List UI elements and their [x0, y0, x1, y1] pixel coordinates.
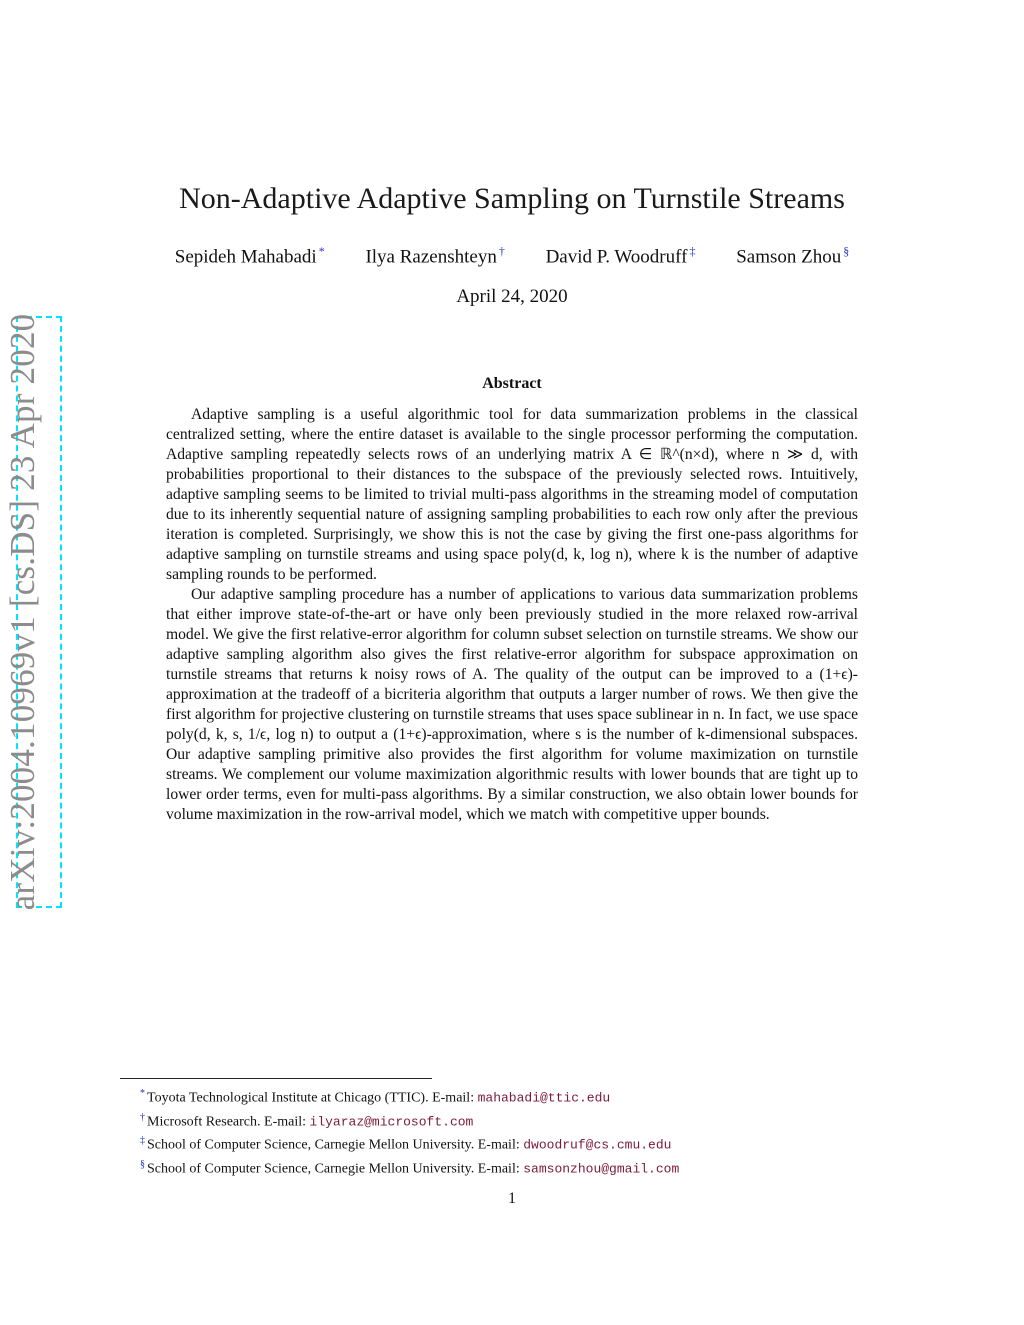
- author: [365, 244, 504, 268]
- footnote-text: Toyota Technological Institute at Chicago (TTIC). E-mail:: [147, 1090, 478, 1106]
- footnote-text: School of Computer Science, Carnegie Mellon University. E-mail:: [147, 1137, 524, 1153]
- author-name: Ilya Razenshteyn: [365, 246, 497, 268]
- author-name: David P. Woodruff: [545, 246, 688, 268]
- footnote-mark: ‡: [140, 1135, 145, 1147]
- footnote: [140, 1131, 900, 1155]
- footnote-mark: *: [140, 1088, 145, 1099]
- page-number: 1: [508, 1190, 516, 1207]
- footnote-text: School of Computer Science, Carnegie Mellon University. E-mail:: [147, 1161, 524, 1177]
- footnote-mark: †: [140, 1111, 145, 1123]
- abstract-body: [166, 405, 858, 825]
- paper-date: April 24, 2020: [456, 286, 568, 307]
- footnote: [140, 1155, 900, 1179]
- footnote: [140, 1084, 900, 1108]
- footnote-mark: §: [140, 1158, 145, 1170]
- footnote-mark[interactable]: §: [843, 244, 850, 258]
- author: [736, 244, 849, 268]
- abstract-heading: Abstract: [482, 375, 542, 392]
- arxiv-stamp-label: arXiv:2004.10969v1 [cs.DS] 23 Apr 2020: [3, 313, 42, 911]
- email-link[interactable]: ilyaraz@microsoft.com: [309, 1114, 474, 1130]
- email-link[interactable]: dwoodruf@cs.cmu.edu: [523, 1137, 672, 1153]
- footnote-divider: [120, 1078, 432, 1079]
- abstract-paragraph: Our adaptive sampling procedure has a number of applications to various data summarization problems that either improve state-of-the-art or have only been previously studied in the more relaxed row-arrival model. We give the first relative-error algorithm for column subset selection on turnstile streams. We show our adaptive sampling algorithm also gives the first relative-error algorithm for subspace approximation on turnstile streams that returns k noisy rows of A. The quality of the output can be improved to a (1+ϵ)-approximation at the tradeoff of a bicriteria algorithm that outputs a larger number of rows. We then give the first algorithm for projective clustering on turnstile streams that uses space sublinear in n. In fact, we use space poly(d, k, s, 1/ϵ, log n) to output a (1+ϵ)-approximation, where s is the number of k-dimensional subspaces. Our adaptive sampling primitive also provides the first algorithm for volume maximization on turnstile streams. We complement our volume maximization algorithmic results with lower bounds that are tight up to lower order terms, even for multi-pass algorithms. By a similar construction, we also obtain lower bounds for volume maximization in the row-arrival model, which we match with competitive upper bounds.: [166, 586, 858, 823]
- author-list: [0, 244, 1024, 268]
- footnote-mark[interactable]: †: [498, 244, 505, 258]
- author: [175, 244, 325, 268]
- footnotes: [140, 1084, 900, 1179]
- email-link[interactable]: samsonzhou@gmail.com: [523, 1161, 680, 1177]
- author-name: Sepideh Mahabadi: [174, 246, 317, 268]
- author: [546, 244, 696, 268]
- footnote-text: Microsoft Research. E-mail:: [147, 1114, 310, 1130]
- footnote: [140, 1108, 900, 1132]
- email-link[interactable]: mahabadi@ttic.edu: [477, 1090, 611, 1106]
- author-name: Samson Zhou: [736, 246, 842, 268]
- footnote-mark[interactable]: *: [318, 244, 325, 258]
- footnote-mark[interactable]: ‡: [689, 244, 696, 258]
- paper-title: Non-Adaptive Adaptive Sampling on Turnstile Streams: [179, 182, 845, 215]
- abstract-paragraph: Adaptive sampling is a useful algorithmic tool for data summarization problems in the classical centralized setting, where the entire dataset is available to the single processor performing the computation. Adaptive sampling repeatedly selects rows of an underlying matrix A ∈ ℝ^(n×d), where n ≫ d, with probabilities proportional to their distances to the subspace of the previously selected rows. Intuitively, adaptive sampling seems to be limited to trivial multi-pass algorithms in the streaming model of computation due to its inherently sequential nature of assigning sampling probabilities to each row only after the previous iteration is completed. Surprisingly, we show this is not the case by giving the first one-pass algorithms for adaptive sampling on turnstile streams and using space poly(d, k, log n), where k is the number of adaptive sampling rounds to be performed.: [166, 406, 858, 583]
